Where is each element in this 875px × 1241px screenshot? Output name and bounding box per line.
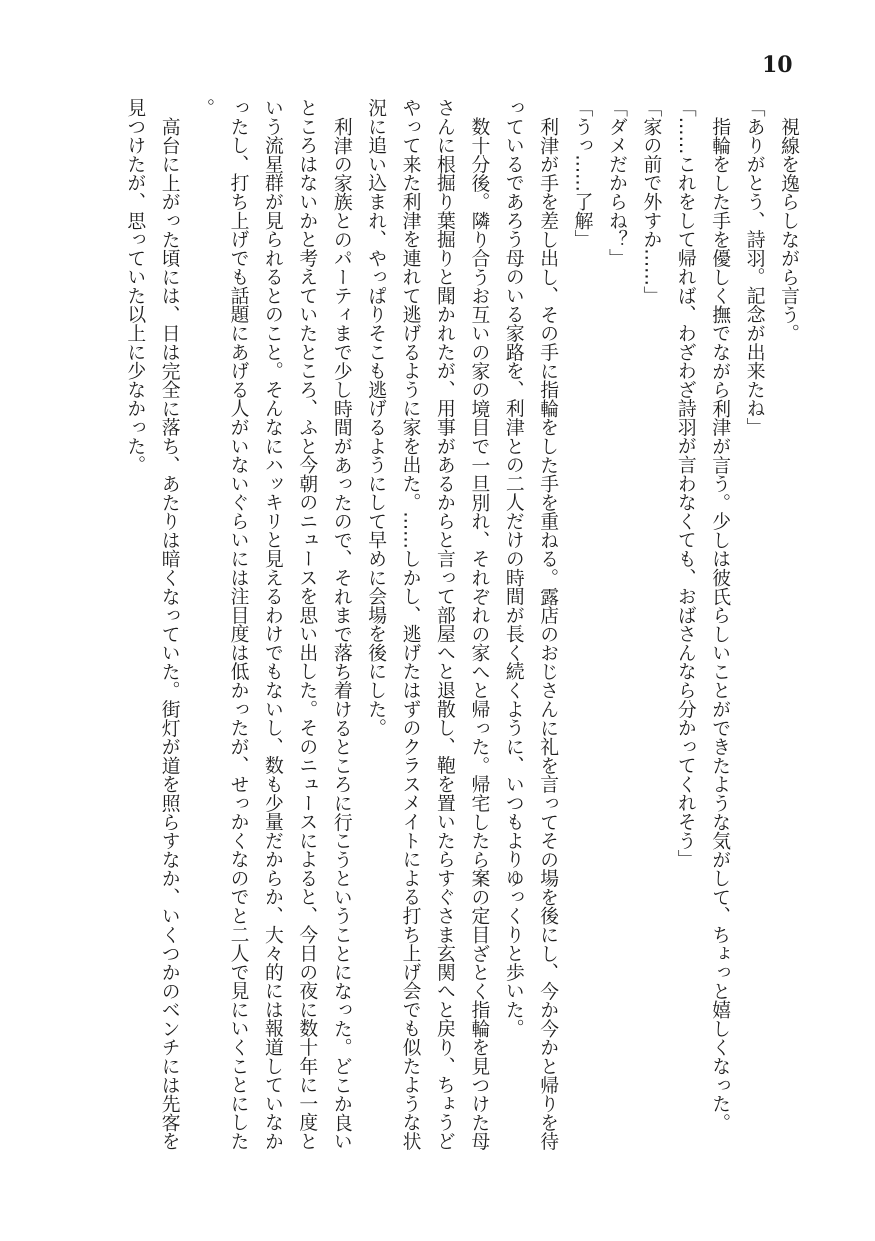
dialogue-line: 「ダメだからね？」 — [605, 98, 627, 268]
paragraph: 指輪をした手を優しく撫でながら利津が言う。少しは彼氏らしいことができたような気がして、ちょっと嬉しくなった。 — [709, 116, 731, 1132]
novel-body-text — [117, 98, 805, 1160]
dialogue-line: 「……これをして帰れば、わざわざ詩羽が言わなくても、おばさんなら分かってくれそう」 — [674, 98, 696, 869]
paragraph: 数十分後。隣り合うお互いの家の境目で一旦別れ、それぞれの家へと帰った。帰宅したら案の定目ざとく指輪を見つけた母さんに根掘り葉掘りと聞かれたが、用事があるからと言って部屋へと退散し、鞄を置いたらすぐさま玄関へと戻り、ちょうどやって来た利津を連れて逃げるように家を出た。……しかし、逃げたはずのクラスメイトによる打ち上げ会でも似たような状況に追い込まれ、やっぱりそこも逃げるようにして早めに会場を後にした。 — [365, 98, 490, 1151]
paragraph: 利津の家族とのパーティまで少し時間があったので、それまで落ち着けるところに行こうということになった。どこか良いところはないかと考えていたところ、ふと今朝のニュースを思い出した。そのニュースによると、今日の夜に数十年に一度という流星群が見られるとのこと。そんなにハッキリと見えるわけでもないし、数も少量だからか、大々的には報道していなかったし、打ち上げでも話題にあげる人がいないぐらいには注目度は低かったが、せっかくなのでと二人で見にいくことにした。 — [193, 98, 352, 1151]
dialogue-line: 「うっ……了解」 — [571, 98, 593, 249]
page-number: 10 — [762, 52, 793, 78]
paragraph: 高台に上がった頃には、日は完全に落ち、あたりは暗くなっていた。街灯が道を照らすなか、いくつかのベンチには先客を見つけたが、思っていた以上に少なかった。 — [124, 98, 180, 1151]
dialogue-line: 「ありがとう、詩羽。記念が出来たね」 — [743, 98, 765, 437]
paragraph: 視線を逸らしながら言う。 — [778, 116, 799, 343]
dialogue-line: 「家の前で外すか……」 — [640, 98, 662, 305]
paragraph: 利津が手を差し出し、その手に指輪をした手を重ねる。露店のおじさんに礼を言ってその場を後にし、今か今かと帰りを待っているであろう母のいる家路を、利津との二人だけの時間が長く続くように、いつもよりゆっくりと歩いた。 — [502, 98, 559, 1151]
